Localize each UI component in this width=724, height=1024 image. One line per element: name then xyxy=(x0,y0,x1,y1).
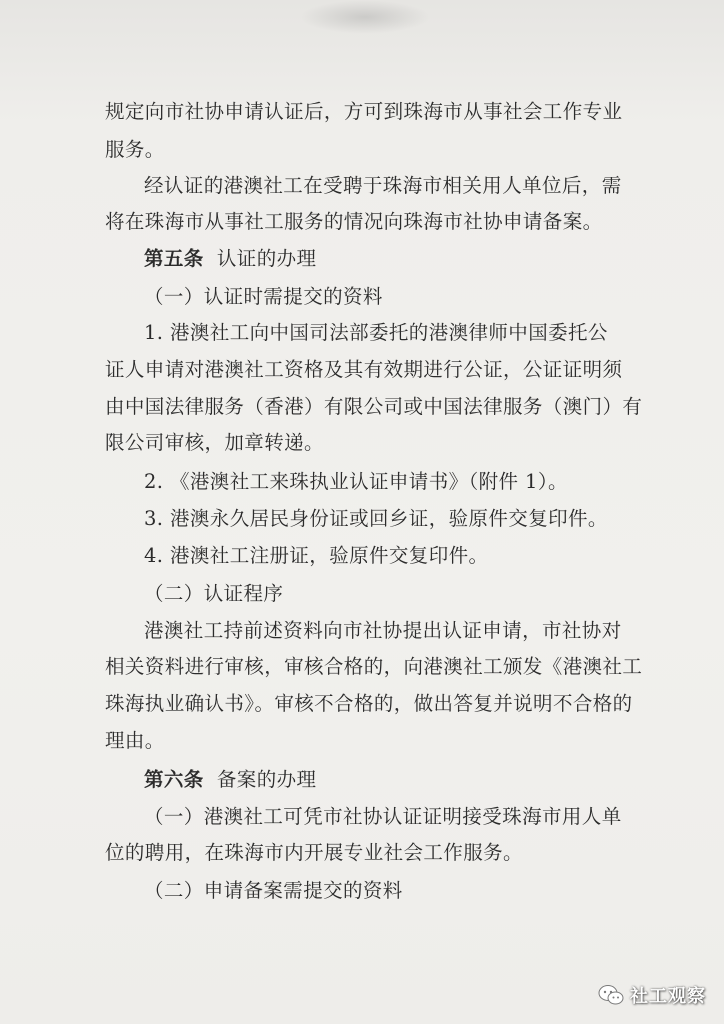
article-title: 认证的办理 xyxy=(216,247,317,270)
section-heading: （二）认证程序 xyxy=(144,582,284,605)
text-line: 2. 《港澳社工来珠执业认证申请书》（附件 1）。 xyxy=(144,470,568,493)
article-heading xyxy=(144,245,664,273)
text-line: 珠海执业确认书》。审核不合格的，做出答复并说明不合格的 xyxy=(105,692,633,715)
text-line: 4. 港澳社工注册证，验原件交复印件。 xyxy=(144,544,489,567)
text-line: 将在珠海市从事社工服务的情况向珠海市社协申请备案。 xyxy=(105,210,603,233)
text-line: 经认证的港澳社工在受聘于珠海市相关用人单位后，需 xyxy=(144,174,622,197)
article-number: 第六条 xyxy=(144,768,204,791)
wechat-watermark xyxy=(598,982,706,1008)
section-heading: （一）认证时需提交的资料 xyxy=(144,285,383,308)
text-line: 3. 港澳永久居民身份证或回乡证，验原件交复印件。 xyxy=(144,507,608,530)
text-line: （一）港澳社工可凭市社协认证证明接受珠海市用人单 xyxy=(144,805,622,828)
scan-shadow xyxy=(300,0,430,34)
text-line: 证人申请对港澳社工资格及其有效期进行公证，公证证明须 xyxy=(105,358,623,381)
wechat-icon xyxy=(598,984,624,1006)
text-line: 位的聘用，在珠海市内开展专业社会工作服务。 xyxy=(105,841,523,864)
text-line: 1. 港澳社工向中国司法部委托的港澳律师中国委托公 xyxy=(144,321,608,344)
article-title: 备案的办理 xyxy=(216,768,317,791)
text-line: 规定向市社协申请认证后，方可到珠海市从事社会工作专业 xyxy=(105,100,623,123)
article-heading xyxy=(144,766,664,794)
text-line: 相关资料进行审核，审核合格的，向港澳社工颁发《港澳社工 xyxy=(105,655,643,678)
text-line: 服务。 xyxy=(105,138,165,161)
text-line: 由中国法律服务（香港）有限公司或中国法律服务（澳门）有 xyxy=(105,395,643,418)
watermark-text: 社工观察 xyxy=(630,986,706,1007)
text-line: 限公司审核，加章转递。 xyxy=(105,431,324,454)
text-line: 港澳社工持前述资料向市社协提出认证申请，市社协对 xyxy=(144,619,622,642)
article-number: 第五条 xyxy=(144,247,204,270)
text-line: 理由。 xyxy=(105,729,165,752)
section-heading: （二）申请备案需提交的资料 xyxy=(144,879,403,902)
